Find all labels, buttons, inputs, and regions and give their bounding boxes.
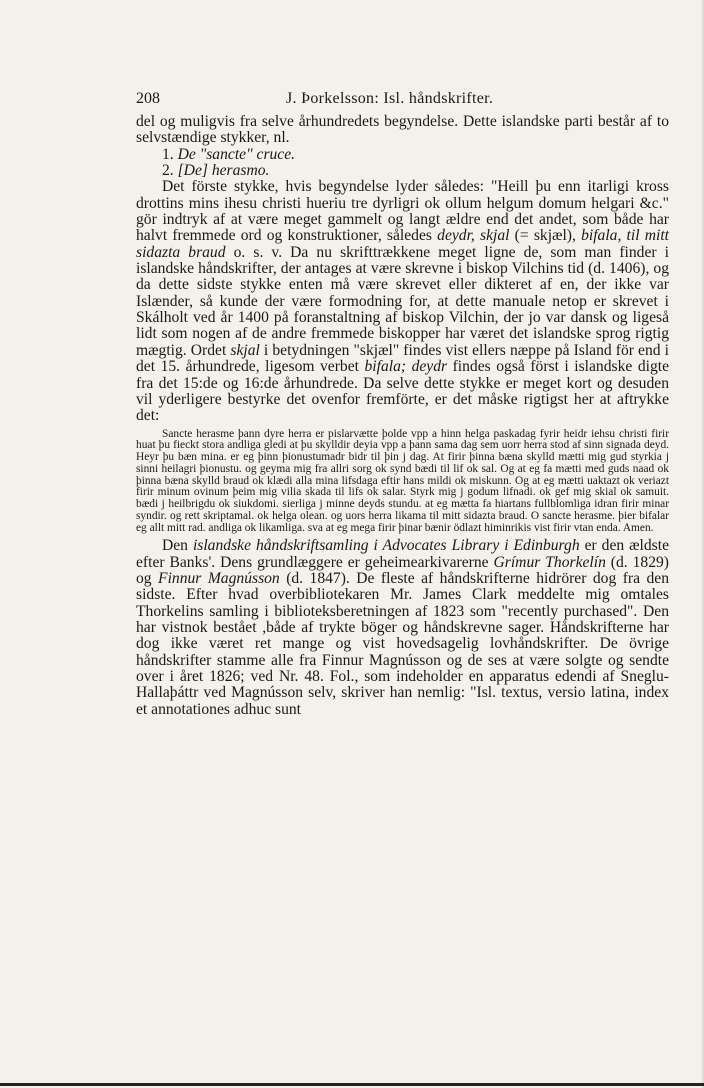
intro-paragraph: del og muligvis fra selve århundredets begyndelse. Dette islandske parti består af to selvstændige stykker, nl.	[136, 113, 669, 147]
italic-term: bifala, til mitt sidazta braud	[136, 227, 669, 261]
page-number: 208	[136, 90, 160, 107]
paragraph-edinburgh-collection	[136, 538, 669, 718]
quoted-prayer	[136, 429, 669, 535]
running-title: J. Þorkelsson: Isl. håndskrifter.	[286, 90, 494, 107]
italic-name: Finnur Magnússon	[158, 569, 280, 587]
text-run: Det förste stykke, hvis begyndelse lyder således: "Heill þu enn itarligi kross drottins mins ihesu christi hueriu tre dyrligri ok ollum helgum domum helgari &c." gör indtryk af at være meget gammelt og langt ældre end det andet, som både har halvt fremmede ord og konstruktioner, således	[136, 178, 669, 245]
italic-term: deydr, skjal	[437, 227, 510, 245]
list-item	[136, 147, 669, 163]
italic-term: bifala; deydr	[364, 358, 448, 376]
list-item-title: [De] herasmo.	[177, 162, 270, 180]
text-run: (d. 1847). De fleste af håndskrifterne hidrörer dog fra den sidste. Efter hvad overbibliotekaren Mr. James Clark meddelte mig omtales Thorkelins samling i biblioteksberetningen af 1823 som "recently purchased". Den har vistnok bestået ,både af trykte böger og håndskrevne sager. Håndskrifterne har dog ikke været ret mange og vist hovedsagelig lovhåndskrifter. De övrige håndskrifter stamme alle fra Finnur Magnússon og de ses at være solgte og sendte over i året 1826; ved Nr. 48. Fol., som indeholder en apparatus edendi af Sneglu-Hallaþáttr ved Magnússon selv, skriver han nemlig: "Isl. textus, versio latina, index et annotationes adhuc sunt	[136, 569, 669, 718]
text-run: findes også först i islandske digte fra det 15:de og 16:de århundrede. Da selve dette stykke er meget kort og desuden vil yderligere bestyrke det ovenfor fremförte, er det måske rigtigst her at aftrykke det:	[136, 358, 669, 425]
italic-term: skjal	[230, 341, 260, 359]
list-item-number: 1.	[162, 145, 174, 163]
paragraph-first-piece	[136, 179, 669, 424]
list-item-title: De "sancte" cruce.	[177, 145, 296, 163]
scan-bottom-edge	[0, 1083, 704, 1086]
text-run: o. s. v. Da nu skrifttrækkene meget ligne de, som man finder i islandske håndskrifter, der antages at være skrevne i biskop Vilchins tid (d. 1406), og da dette sidste stykke enten må være skrevet eller dikteret af en, der ikke var Islænder, så kunde der være formodning for, at dette manuale netop er skrevet i Skálholt ved år 1400 på foranstaltning af biskop Vilchin, der jo var dansk og ligeså lidt som nogen af de andre fremmede biskopper har været det islandske sprog rigtig mægtig. Ordet	[136, 243, 669, 359]
text-run: i betydningen "skjæl" findes vist ellers næppe på Island för end i det 15. århundrede, ligesom verbet	[136, 341, 669, 376]
page	[136, 88, 669, 718]
list-item-number: 2.	[162, 162, 174, 180]
italic-term: islandske håndskriftsamling i Advocates Library i Edinburgh	[192, 537, 580, 555]
list-item	[136, 163, 669, 179]
body-text	[136, 114, 669, 718]
italic-name: Grímur Thorkelín	[493, 553, 606, 571]
text-run: Den	[162, 537, 193, 555]
text-run: (= skjæl),	[509, 227, 582, 245]
text-run: (d. 1829) og	[136, 553, 669, 587]
running-head	[136, 88, 669, 114]
quoted-prayer-text: Sancte herasme þann dyre herra er pislarvætte þolde vpp a hinn helga paskadag fyrir heidr iehsu christi firir huat þu fieckt stora andliga gledi at þu skylldir deyia vpp a þann sama dag sem uorr herra stod af sinn signada deyd. Heyr þu bæn mina. er eg þinn þionustumadr bidr til þin j dag. At firir þinna bæna skylld mætti mig gud styrkia j sinni heilagri þionustu. og geyma mig fra allri sorg ok synd bædi til lif ok sal. Og at eg fa mætti med guds naad ok þinna bæna skylld braud ok klædi alla mina lifsdaga eftir hans mildi ok miskunn. Og at eg mætti uaktazt ok veriazt firir minum ovinum þeim mig vilia skada til lifs ok salar. Styrk mig j godum lifnadi. ok gef mig skial ok samuit. bædi j heilbrigdu ok siukdomi. sierliga j minne deyds stundu. at eg mætta fa hiartans fullblomliga idran firir minar syndir. og rett skriptamal. ok helga olean. og uors herra likama til mitt sidazta braud. O sancte herasme. þier bifalar eg allt mitt rad. andliga ok likamliga. sva at eg mega firir þinar bænir ödlazt himinrikis vist firir vtan enda. Amen.	[136, 427, 669, 534]
text-run: er den ældste efter Banks'. Dens grundlæggere er geheimearkivarerne	[136, 537, 669, 571]
